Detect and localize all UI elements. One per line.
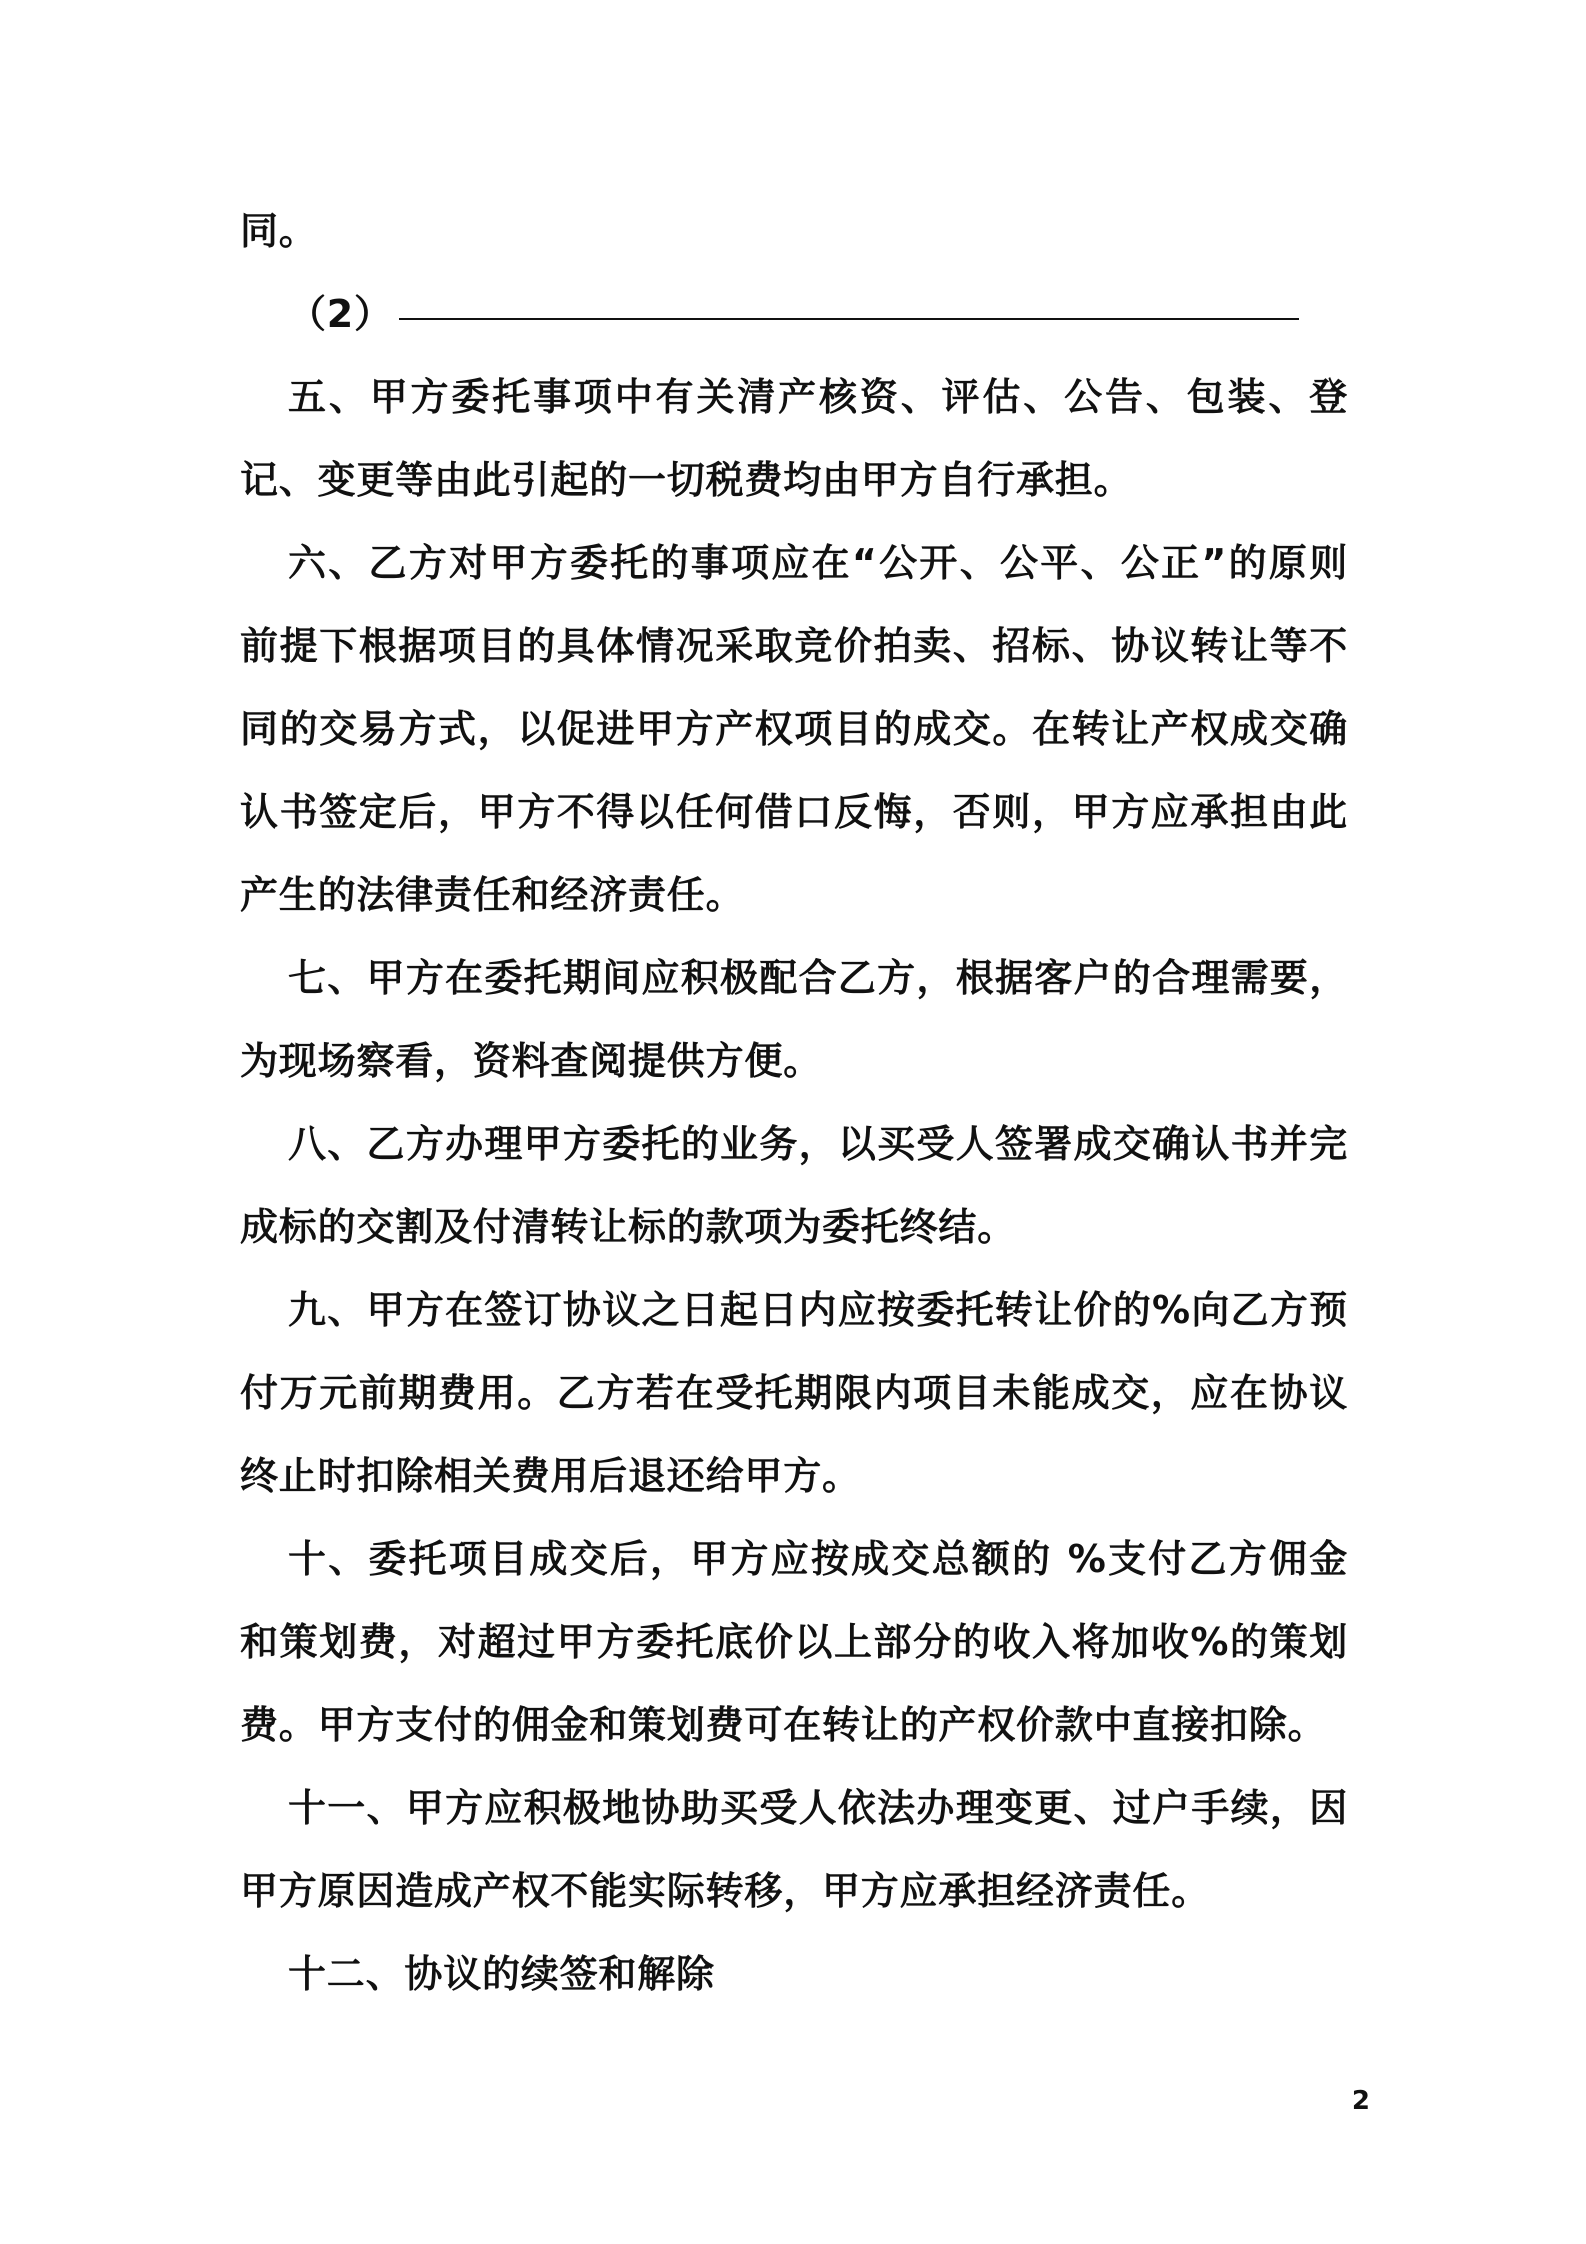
clause-6: 六、乙方对甲方委托的事项应在“公开、公平、公正”的原则前提下根据项目的具体情况采取竞价拍卖、招标、协议转让等不同的交易方式，以促进甲方产权项目的成交。在转让产权成交确认书签定后，甲方不得以任何借口反悔，否则，甲方应承担由此产生的法律责任和经济责任。 bbox=[240, 541, 1348, 917]
clause-12: 十二、协议的续签和解除 bbox=[288, 1952, 715, 1996]
clause-11: 十一、甲方应积极地协助买受人依法办理变更、过户手续，因甲方原因造成产权不能实际转移，甲方应承担经济责任。 bbox=[240, 1786, 1348, 1913]
clause-item-2-label: （2） bbox=[288, 292, 393, 336]
clause-10: 十、委托项目成交后，甲方应按成交总额的 %支付乙方佣金和策划费，对超过甲方委托底价以上部分的收入将加收%的策划费。甲方支付的佣金和策划费可在转让的产权价款中直接扣除。 bbox=[240, 1537, 1348, 1747]
clause-7: 七、甲方在委托期间应积极配合乙方，根据客户的合理需要，为现场察看，资料查阅提供方便。 bbox=[240, 956, 1348, 1083]
paragraph-continuation: 同。 bbox=[240, 209, 318, 253]
document-body bbox=[240, 190, 1348, 2016]
blank-fill-line bbox=[399, 314, 1299, 320]
clause-item-2 bbox=[240, 273, 1348, 356]
clause-5: 五、甲方委托事项中有关清产核资、评估、公告、包装、登记、变更等由此引起的一切税费均由甲方自行承担。 bbox=[240, 375, 1348, 502]
page-number: 2 bbox=[1351, 2086, 1370, 2116]
clause-9: 九、甲方在签订协议之日起日内应按委托转让价的%向乙方预付万元前期费用。乙方若在受托期限内项目未能成交，应在协议终止时扣除相关费用后退还给甲方。 bbox=[240, 1288, 1348, 1498]
clause-8: 八、乙方办理甲方委托的业务，以买受人签署成交确认书并完成标的交割及付清转让标的款项为委托终结。 bbox=[240, 1122, 1348, 1249]
